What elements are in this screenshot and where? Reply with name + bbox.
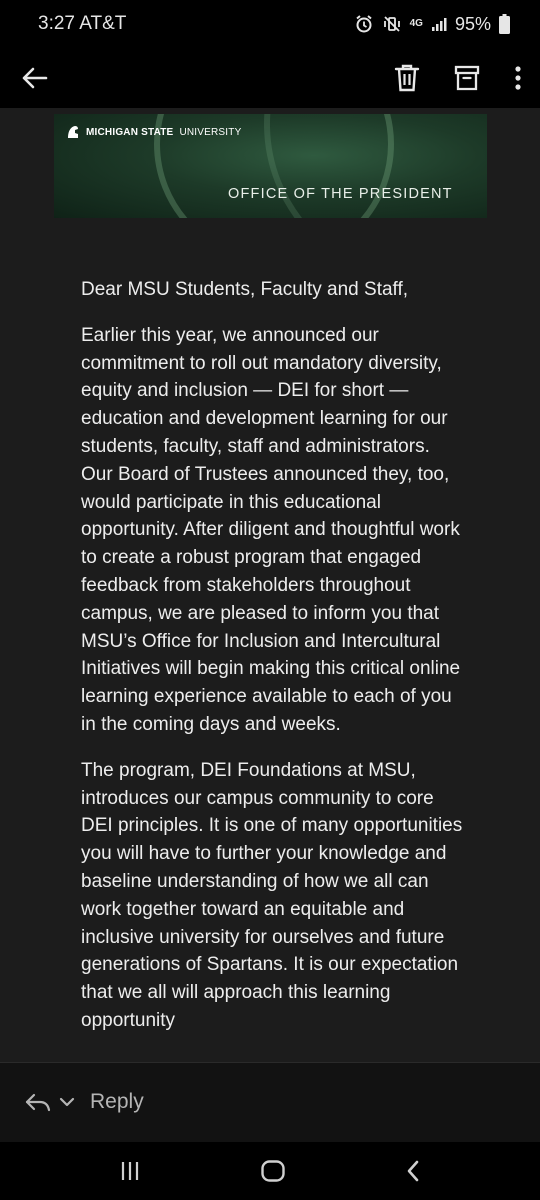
reply-divider <box>0 1062 540 1063</box>
battery-icon <box>499 14 510 34</box>
office-title: OFFICE OF THE PRESIDENT <box>228 186 453 202</box>
recents-icon[interactable] <box>119 1160 141 1182</box>
email-content[interactable] <box>0 108 540 1062</box>
app-bar-actions <box>394 63 522 93</box>
reply-arrow-icon[interactable] <box>24 1091 52 1113</box>
email-paragraph: Earlier this year, we announced our commitment to roll out mandatory diversity, equity and inclusion — DEI for short — education and development learning for our students, faculty, staff and administrators. Our Board of Trustees announced they, too, would participate in this educational opportunity. After diligent and thoughtful work to create a robust program that engaged feedback from stakeholders throughout campus, we are pleased to inform you that MSU’s Office for Inclusion and Intercultural Initiatives will begin making this critical online learning experience available to each of you in the coming days and weeks. <box>81 324 461 735</box>
msu-banner <box>54 114 487 218</box>
email-paragraph: The program, DEI Foundations at MSU, introduces our campus community to core DEI principles. It is one of many opportunities you will have to further your knowledge and baseline understanding of how we all can work together toward an equitable and inclusive university for ourselves and future generations of Spartans. It is our expectation that we all will approach this learning opportunity <box>81 759 463 1031</box>
network-4g-icon: 4G <box>409 18 423 29</box>
reply-bar <box>0 1062 540 1142</box>
system-nav-bar <box>0 1142 540 1200</box>
spartan-helmet-icon <box>66 124 80 140</box>
status-carrier: AT&T <box>79 13 127 34</box>
back-arrow-icon[interactable] <box>20 64 48 92</box>
status-left <box>38 13 126 35</box>
email-greeting: Dear MSU Students, Faculty and Staff, <box>81 279 409 300</box>
more-vert-icon[interactable] <box>514 65 522 91</box>
signal-icon <box>431 16 447 32</box>
vibrate-mute-icon <box>382 14 402 34</box>
reply-button[interactable]: Reply <box>90 1090 144 1113</box>
email-body <box>81 276 466 1053</box>
banner-decor <box>264 114 487 218</box>
status-bar <box>0 0 540 48</box>
trash-icon[interactable] <box>394 63 420 93</box>
msu-logo <box>66 124 241 140</box>
back-icon[interactable] <box>405 1159 421 1183</box>
msu-name: MICHIGAN STATE <box>86 126 174 138</box>
chevron-down-icon[interactable] <box>58 1096 76 1108</box>
battery-percent: 95% <box>454 13 491 34</box>
archive-icon[interactable] <box>454 64 480 92</box>
alarm-icon <box>354 14 374 34</box>
status-time: 3:27 <box>38 13 75 34</box>
status-right <box>354 14 510 35</box>
msu-name-suffix: UNIVERSITY <box>179 126 242 138</box>
app-bar <box>0 48 540 108</box>
home-icon[interactable] <box>260 1158 286 1184</box>
